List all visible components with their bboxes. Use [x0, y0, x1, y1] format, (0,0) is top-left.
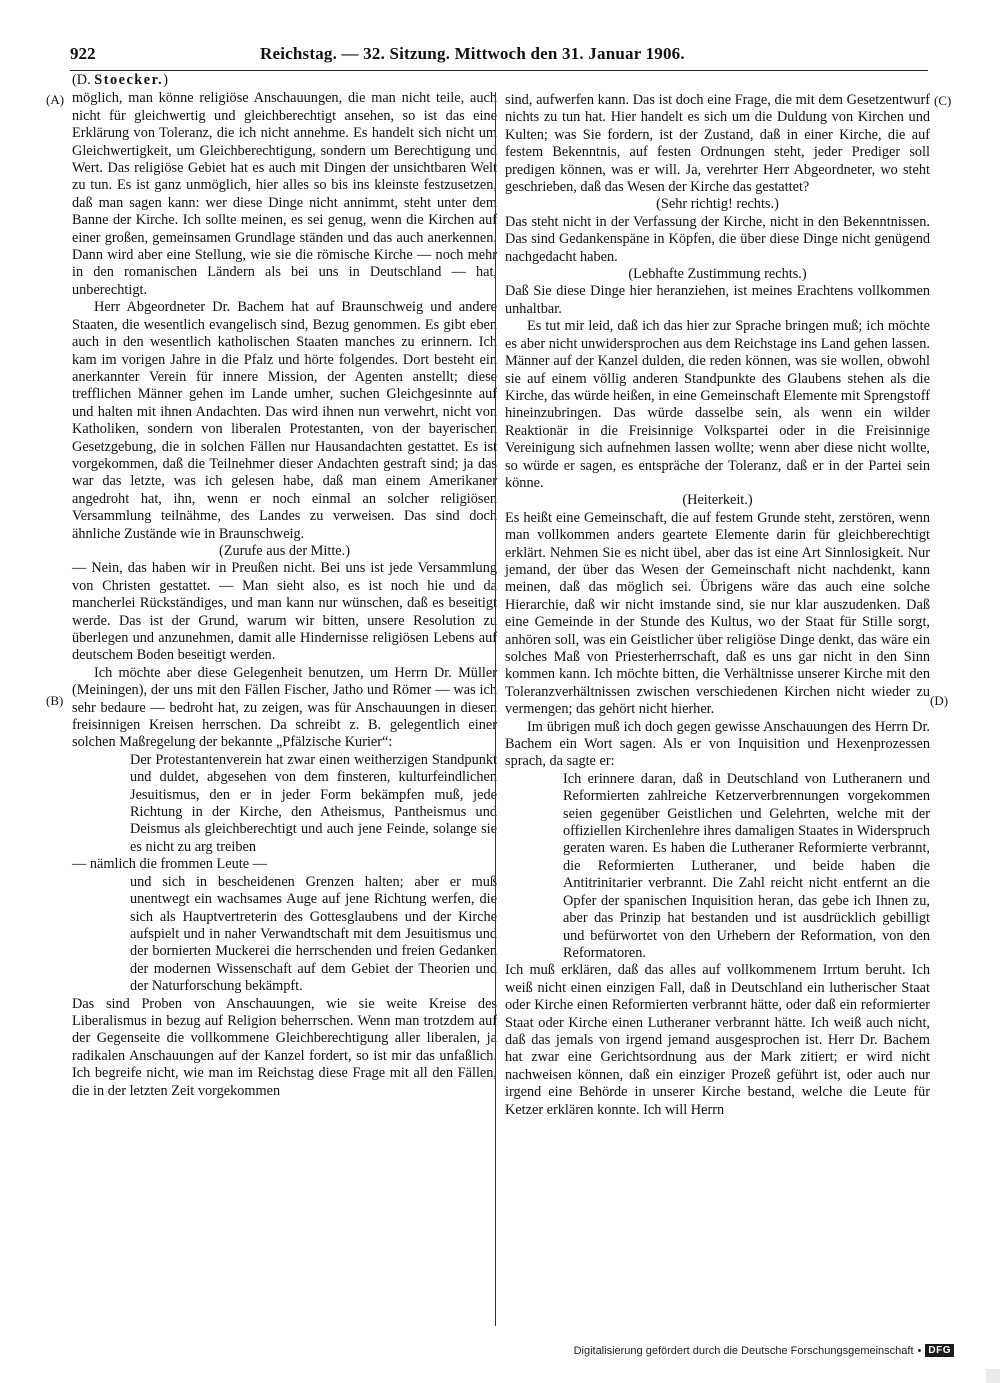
paragraph: Ich möchte aber diese Gelegenheit benutzen, um Herrn Dr. Müller (Meiningen), der uns mit den Fällen Fischer, Jatho und Römer — was ich sehr bedaure — bedroht hat, zu zeigen, was für Anschauungen in diesen freisinnigen Kreisen herrschen. Da schreibt z. B. gelegentlich einer solchen Maßregelung der bekannte „Pfälzische Kurier“: — [72, 664, 497, 751]
margin-mark-d: (D) — [930, 693, 949, 708]
speaker-tag: (D. Stoecker.) — [72, 72, 168, 88]
paragraph: — Nein, das haben wir in Preußen nicht. Bei uns ist jede Versammlung von Christen gestattet. — Man sieht also, es ist noch hie und da mancherlei Rückständiges, und man kann nur wünschen, daß es beseitigt werde. Das ist der Grund, warum wir bitten, unsere Resolution zu überlegen und anzunehmen, damit alle Hindernisse religiösen Lebens auf deutschem Boden beseitigt werden. — [72, 560, 497, 664]
footer-dot: • — [917, 1344, 922, 1357]
paragraph: Das sind Proben von Anschauungen, wie sie weite Kreise des Liberalismus in bezug auf Religion beherrschen. Wenn man trotzdem auf der Gegenseite die vollkommene Gleichberechtigung aller liberalen, ja radikalen Anschauungen auf der Kanzel fordert, so ist mir das unfaßlich. Ich begreife nicht, wie man im Reichstag diese Frage mit all den Fällen, die in der letzten Zeit vorgekommen — [72, 995, 497, 1099]
paragraph: sind, aufwerfen kann. Das ist doch eine Frage, die mit dem Gesetzentwurf nichts zu tun hat. Hier handelt es sich um die Duldung von Kirchen und Kulten; was Sie fordern, ist der Zustand, daß in einer Kirche, die auf festem Bekenntnis, auf festen Ordnungen steht, jeder Prediger soll predigen können, was er will. Ja, verehrter Herr Abgeordneter, wo steht geschrieben, daß das Wesen der Kirche das gestattet? — [505, 92, 930, 196]
block-quote: Ich erinnere daran, daß in Deutschland von Lutheranern und Reformierten zahlreiche Ketzerverbrennungen vorgekommen seien gegenüber Geistlichen und Gelehrten, welche mit der offiziellen Kirchenlehre ihres damaligen Staates in Widerspruch geraten waren. Es haben die Lutheraner Reformierte verbrannt, die Reformierten Lutheraner, und beide haben die Antitrinitarier verbrannt. Die Zahl reicht nicht entfernt an die Opfer der spanischen Inquisition heran, das gebe ich Ihnen zu, aber das Prinzip hat bestanden und ist ausdrücklich gebilligt und befürwortet von den Urhebern der Reformation, von den Reformatoren. — [563, 770, 930, 961]
page-header — [70, 44, 930, 66]
block-quote: und sich in bescheidenen Grenzen halten; aber er muß unentwegt ein wachsames Auge auf jene Richtung werfen, die sich als Hauptvertreterin des Gottesglaubens und der Kirche aufspielt und in naher Verwandtschaft mit dem Jesuitismus und der bornierten Muckerei die herrschenden und freien Gedanken der modernen Wissenschaft auf dem Gebiet der Theorien und der Naturforschung bekämpft. — [130, 873, 497, 995]
paragraph: Es heißt eine Gemeinschaft, die auf festem Grunde steht, zerstören, wenn man vollkommen anders geartete Elemente darin für gleichberechtigt erklärt. Nehmen Sie es nicht übel, aber das ist eine Art Sinnlosigkeit. Nur jemand, der über das Wesen der Gemeinschaft nicht nachdenkt, kann meinen, daß das möglich sei. Übrigens wäre das auch eine solche Hierarchie, daß wir nicht imstande sind, sie nur klar auszudenken. Daß eine Gemeinde in der Stunde des Kultus, wo der Staat für Stille sorgt, anhören soll, was ein Geistlicher über religiöse Dinge denkt, das wäre ein solches Maß von Priesterherrschaft, daß es uns gar nicht in den Sinn kommen kann. Ich möchte bitten, die Verhältnisse unserer Kirche mit den Toleranzverhältnissen zwischen verschiedenen Kirchen nicht wieder zu vermengen; das gehört nicht hierher. — [505, 509, 930, 718]
interjection-dash: — nämlich die frommen Leute — — [72, 856, 267, 873]
paragraph: Im übrigen muß ich doch gegen gewisse Anschauungen des Herrn Dr. Bachem ein Wort sagen. Als er von Inquisition und Hexenprozessen sprach, da sagte er: — [505, 718, 930, 770]
page-number: 922 — [70, 44, 96, 63]
dfg-logo-icon: DFG — [925, 1344, 954, 1357]
column-divider — [495, 92, 496, 1326]
paragraph: Herr Abgeordneter Dr. Bachem hat auf Braunschweig und andere Staaten, die wesentlich evangelisch sind, Bezug genommen. Es gibt eben auch in den wesentlich katholischen Staaten manches zu erinnern. Ich kam im vorigen Jahre in die Pfalz und hörte folgendes. Dort besteht ein anerkannter Verein für innere Mission, der Agenten anstellt; diese trefflichen Männer gehen im Lande umher, suchen Gleichgesinnte auf und halten mit ihnen Andachten. Das wird ihnen nun verwehrt, nicht von Katholiken, sondern von liberalen Protestanten, von der bayerischen Gesetzgebung, die in solchen Fällen nur Hausandachten gestattet. Es ist vorgekommen, daß die Teilnehmer dieser Andachten gestraft sind; ja das war das letzte, was ich gelesen habe, daß man einem Amerikaner angedroht hat, ihn, wenn er noch einmal an solcher religiösen Versammlung teilnähme, des Landes zu verweisen. Das sind doch ähnliche Zustände wie in Braunschweig. — [72, 299, 497, 542]
page-header-title: Reichstag. — 32. Sitzung. Mittwoch den 31. Januar 1906. — [260, 44, 685, 63]
footer-text: Digitalisierung gefördert durch die Deutsche Forschungsgemeinschaft — [573, 1344, 914, 1357]
margin-mark-a: (A) — [46, 92, 65, 107]
interjection: (Heiterkeit.) — [682, 492, 753, 509]
paragraph: Daß Sie diese Dinge hier heranziehen, ist meines Erachtens vollkommen unhaltbar. — [505, 283, 930, 317]
digitization-footer — [574, 1344, 954, 1357]
speaker-name: Stoecker. — [94, 72, 164, 88]
right-column — [505, 92, 930, 1119]
interjection: (Sehr richtig! rechts.) — [656, 196, 779, 213]
block-quote: Der Protestantenverein hat zwar einen weitherzigen Standpunkt und duldet, abgesehen von dem finsteren, kulturfeindlichen Jesuitismus, den er in jeder Form bekämpfen muß, jede Richtung in der Kirche, den Atheismus, Pantheismus und Deismus als gleichberechtigt und auch jene Feinde, solange sie es nicht zu arg treiben — [130, 751, 497, 855]
margin-mark-b: (B) — [46, 693, 64, 708]
paragraph: möglich, man könne religiöse Anschauungen, die man nicht teile, auch nicht für gleichwertig und gleichberechtigt ansehen, so ist das eine Erklärung von Toleranz, die ich nicht annehme. Es handelt sich nicht um Gleichwertigkeit, um Gleichberechtigung, sondern um Berechtigung und Wert. Das religiöse Gebiet hat es auch mit Dingen der unsichtbaren Welt zu tun. Es ist ganz unmöglich, hier alles so bis ins kleinste festzusetzen, daß man sagen kann: wer diese Dinge nicht annimmt, steht unter dem Banne der Kirche. Ich sollte meinen, es sei genug, wenn die Kirchen auf einer großen, gemeinsamen Grundlage ständen und das auch anerkennen. Dann wird aber eine Stellung, wie sie die römische Kirche — noch mehr in den romanischen Ländern als bei uns in Deutschland — hat, unberechtigt. — [72, 90, 497, 298]
margin-mark-c: (C) — [934, 93, 952, 108]
paragraph: Das steht nicht in der Verfassung der Kirche, nicht in den Bekenntnissen. Das sind Gedankenspäne in Köpfen, die über diese Dinge nicht genügend nachgedacht haben. — [505, 213, 930, 265]
paragraph: Es tut mir leid, daß ich das hier zur Sprache bringen muß; ich möchte es aber nicht unwidersprochen aus dem Reichstage ins Land gehen lassen. Männer auf der Kanzel dulden, die reden können, was sie wollen, obwohl sie auf einem völlig anderen Standpunkte des Glaubens stehen als die Kirche, das würde heißen, in eine Gemeinschaft Elemente mit Sprengstoff hineinzubringen. Das würde dasselbe sein, als wenn ein wilder Reaktionär in die Freisinnige Volkspartei oder in die Freisinnige Vereinigung sich aufnehmen lassen wollte; wenn aber diese nicht wollte, so würde er sagen, es entspräche der Toleranz, daß er in der Partei sein könne. — [505, 318, 930, 491]
header-rule — [70, 70, 928, 71]
interjection: (Zurufe aus der Mitte.) — [218, 542, 350, 559]
corner-mark — [986, 1369, 1000, 1383]
left-column — [72, 72, 497, 1100]
interjection: (Lebhafte Zustimmung rechts.) — [628, 266, 807, 283]
paragraph: Ich muß erklären, daß das alles auf vollkommenem Irrtum beruht. Ich weiß nicht einen einzigen Fall, daß in Deutschland ein lutherischer Staat oder Kirche einen Reformierten verbrannt hätte, oder daß ein reformierter Staat oder Kirche einen Lutheraner verbrannt hätte. Ich weiß auch nicht, daß das jemals von irgend jemand ausgesprochen ist. Herr Dr. Bachem hat zwar eine Gerichtsordnung aus der Mark zitiert; er wird nicht nachweisen können, daß ein einziger Prozeß geführt ist, oder auch nur irgend eine Behörde in unserer Kirche bestand, welche die Leute für Ketzer erklären konnte. Ich will Herrn — [505, 962, 930, 1118]
